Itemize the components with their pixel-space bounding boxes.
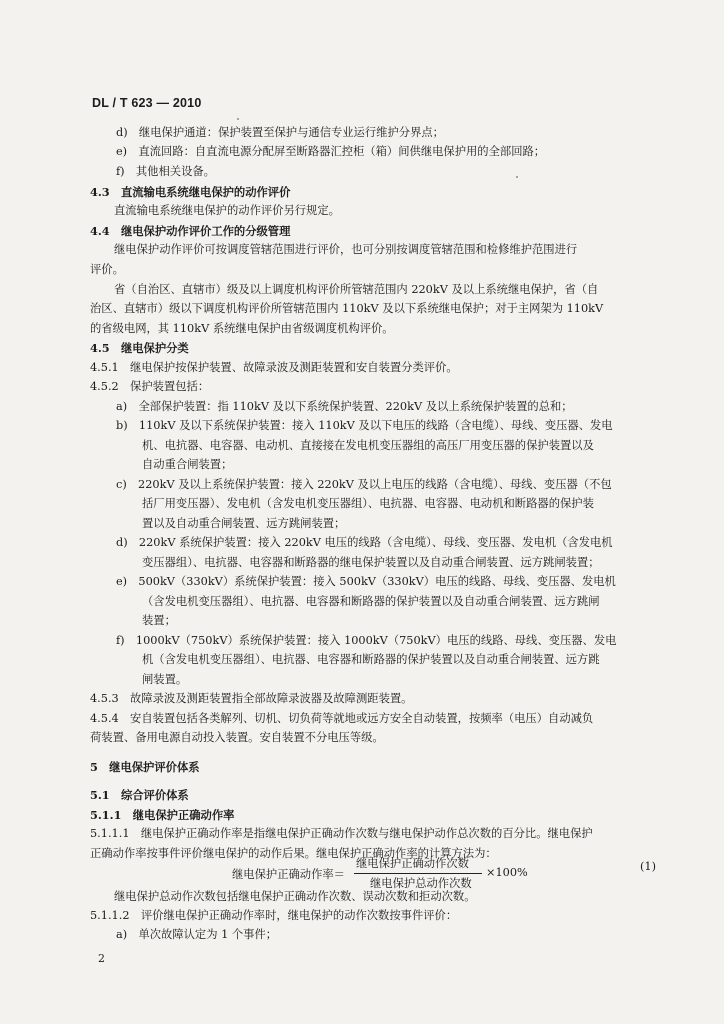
clause-4-5-1: 4.5.1 继电保护按保护装置、故障录波及测距装置和安自装置分类评价。 [90,361,458,374]
paragraph-line: 荷装置、备用电源自动投入装置。安自装置不分电压等级。 [90,731,384,744]
clause-5-1-1-2: 5.1.1.2 评价继电保护正确动作率时，继电保护的动作次数按事件评价： [90,909,458,922]
formula-denominator: 继电保护总动作次数 [370,877,472,890]
paragraph-line: 治区、直辖市）级以下调度机构评价所管辖范围内 110kV 及以下系统继电保护；对于主网架为 110kV [90,302,604,315]
list-item-continuation: 机、电抗器、电容器、电动机、直接接在发电机变压器组的高压厂用变压器的保护装置以及 [142,439,594,452]
chapter-heading-5: 5 继电保护评价体系 [90,760,200,774]
list-item-e-dc-circuit: e) 直流回路：自直流电源分配屏至断路器汇控柜（箱）间供继电保护用的全部回路； [116,145,546,158]
list-item-c: c) 220kV 及以上系统保护装置：接入 220kV 及以上电压的线路（含电缆）、母线、变压器（不包 [116,478,612,491]
clause-4-5-3: 4.5.3 故障录波及测距装置指全部故障录波器及故障测距装置。 [90,692,413,705]
list-item-continuation: 机（含发电机变压器组）、电抗器、电容器和断路器的保护装置以及自动重合闸装置、远方跳 [142,653,600,666]
scan-speck [516,176,518,178]
list-item-a: a) 全部保护装置：指 110kV 及以下系统保护装置、220kV 及以上系统保护装置的总和； [116,400,573,413]
equation-number: (1) [640,860,657,873]
list-item-e: e) 500kV（330kV）系统保护装置：接入 500kV（330kV）电压的线路、母线、变压器、发电机 [116,575,616,588]
list-item-b: b) 110kV 及以下系统保护装置：接入 110kV 及以下电压的线路（含电缆）、母线、变压器、发电 [116,419,613,432]
clause-4-5-2: 4.5.2 保护装置包括： [90,380,210,393]
list-item-continuation: 闸装置。 [142,673,188,686]
page-number: 2 [98,952,105,965]
section-heading-4-4: 4.4 继电保护动作评价工作的分级管理 [90,224,291,238]
list-item-f: f) 1000kV（750kV）系统保护装置：接入 1000kV（750kV）电压的线路、母线、变压器、发电 [116,634,617,647]
formula-multiplier: ×100% [486,866,528,879]
paragraph-line: 的省级电网，其 110kV 系统继电保护由省级调度机构评价。 [90,322,394,335]
list-item-d: d) 220kV 系统保护装置：接入 220kV 电压的线路（含电缆）、母线、变压器、发电机（含发电机 [116,536,613,549]
list-item-continuation: 自动重合闸装置； [142,458,233,471]
section-heading-4-5: 4.5 继电保护分类 [90,341,189,355]
formula-lhs: 继电保护正确动作率＝ [232,868,345,881]
section-heading-5-1: 5.1 综合评价体系 [90,788,189,802]
paragraph-line: 省（自治区、直辖市）级及以上调度机构评价所管辖范围内 220kV 及以上系统继电保护，省（自 [114,283,599,296]
list-item-d-channel: d) 继电保护通道：保护装置至保护与通信专业运行维护分界点； [116,126,444,139]
fraction-bar [354,873,482,874]
formula-numerator: 继电保护正确动作次数 [356,857,469,870]
paragraph-line: 继电保护动作评价可按调度管辖范围进行评价，也可分别按调度管辖范围和检修维护范围进行 [114,243,578,256]
list-item-continuation: 括厂用变压器）、发电机（含发电机变压器组）、电抗器、电容器、电动机和断路器的保护装 [142,497,594,510]
list-item-continuation: （含发电机变压器组）、电抗器、电容器和断路器的保护装置以及自动重合闸装置、远方跳闸 [142,595,600,608]
paragraph-line: 继电保护总动作次数包括继电保护正确动作次数、误动次数和拒动次数。 [114,890,476,903]
paragraph-line: 直流输电系统继电保护的动作评价另行规定。 [114,204,340,217]
list-item-continuation: 装置； [142,614,176,627]
list-item-a-single-fault: a) 单次故障认定为 1 个事件； [116,928,278,941]
list-item-continuation: 置以及自动重合闸装置、远方跳闸装置； [142,517,346,530]
list-item-continuation: 变压器组）、电抗器、电容器和断路器的继电保护装置以及自动重合闸装置、远方跳闸装置； [142,556,600,569]
section-heading-5-1-1: 5.1.1 继电保护正确动作率 [90,808,235,822]
paragraph-line: 正确动作率按事件评价继电保护的动作后果。继电保护正确动作率的计算方法为： [90,847,497,860]
clause-4-5-4: 4.5.4 安自装置包括各类解列、切机、切负荷等就地或远方安全自动装置，按频率（电压）自动减负 [90,712,594,725]
document-header-id: DL / T 623 — 2010 [92,96,202,110]
list-item-f-other: f) 其他相关设备。 [116,165,215,178]
scan-speck [237,118,239,120]
paragraph-line: 评价。 [90,263,124,276]
clause-5-1-1-1: 5.1.1.1 继电保护正确动作率是指继电保护正确动作次数与继电保护动作总次数的百分比。继电保护 [90,827,593,840]
section-heading-4-3: 4.3 直流输电系统继电保护的动作评价 [90,185,291,199]
